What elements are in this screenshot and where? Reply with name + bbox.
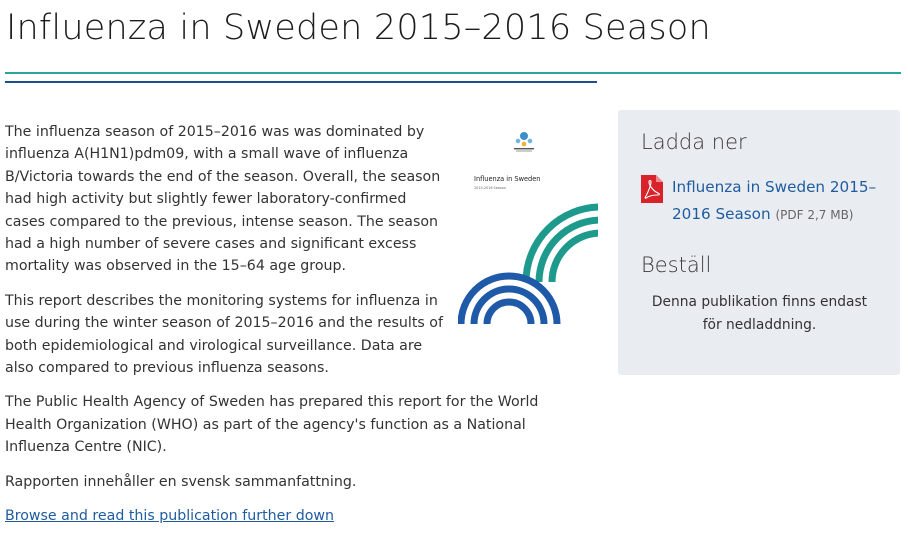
file-size-label: (PDF 2,7 MB): [775, 208, 854, 222]
agency-logo-icon: [514, 132, 534, 152]
page-title: Influenza in Sweden 2015–2016 Season: [6, 8, 711, 48]
title-divider-teal: [5, 72, 901, 74]
download-heading: Ladda ner: [641, 130, 747, 154]
summary-paragraph-4: Rapporten innehåller en svensk sammanfattning.: [5, 473, 357, 490]
blue-arcs-icon: [461, 276, 557, 324]
title-divider-navy: [5, 81, 597, 83]
browse-publication-link[interactable]: Browse and read this publication further down: [5, 508, 335, 525]
download-sidebar: [618, 110, 900, 375]
cover-title: Influenza in Sweden: [474, 175, 541, 183]
cover-artwork: [458, 122, 598, 324]
teal-arcs-icon: [526, 207, 598, 282]
download-pdf-link[interactable]: Influenza in Sweden 2015–2016 Season: [672, 178, 877, 223]
publication-cover-image[interactable]: [458, 122, 598, 324]
summary-paragraph-1: The influenza season of 2015–2016 was was dominated by influenza A(H1N1)pdm09, with a small wave of influenza B/Victoria towards the end of the season. Overall, the season had high activity but slightly fewer laboratory-confirmed cases compared to the previous, intense season. The season had a high number of severe cases and significant excess mortality was observed in the 15–64 age group.: [5, 124, 441, 275]
order-info-text: Denna publikation finns endast för nedladdning.: [651, 294, 868, 333]
order-heading: Beställ: [641, 253, 712, 277]
summary-paragraph-3: The Public Health Agency of Sweden has prepared this report for the World Health Organization (WHO) as part of the agency's function as a National Influenza Centre (NIC).: [5, 394, 539, 456]
summary-paragraph-2: This report describes the monitoring systems for influenza in use during the winter season of 2015–2016 and the results of both epidemiological and virological surveillance. Data are also compared to previous influenza seasons.: [5, 292, 443, 377]
pdf-file-icon[interactable]: [641, 175, 663, 203]
cover-subtitle: 2015-2016 Season: [474, 186, 506, 190]
download-item: [641, 174, 878, 229]
